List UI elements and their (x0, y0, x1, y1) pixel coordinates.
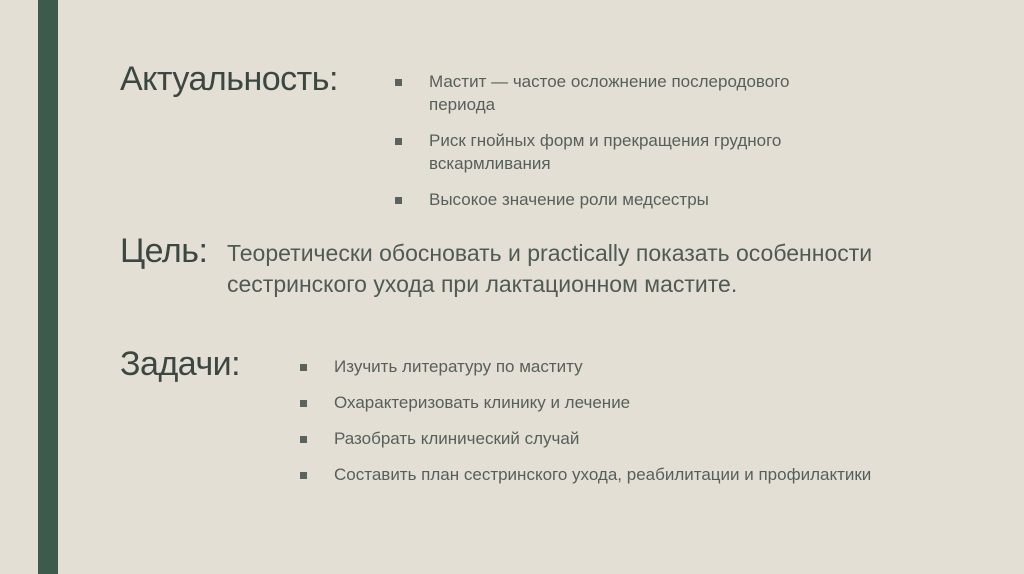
square-bullet-icon (395, 197, 402, 204)
task-item-text: Охарактеризовать клинику и лечение (334, 393, 631, 412)
relevance-item-text: Высокое значение роли медсестры (429, 190, 709, 209)
square-bullet-icon (395, 138, 402, 145)
tasks-list (300, 355, 980, 486)
goal-text: Теоретически обосновать и practically показать особенности сестринского ухода при лактационном мастите. (227, 240, 873, 297)
list-item (300, 463, 980, 486)
square-bullet-icon (300, 436, 307, 443)
square-bullet-icon (300, 472, 307, 479)
task-item-text: Изучить литературу по маститу (334, 357, 583, 376)
relevance-item-text: Риск гнойных форм и прекращения грудного вскармливания (429, 131, 782, 173)
left-accent-bar (38, 0, 58, 574)
relevance-heading: Актуальность: (120, 60, 338, 98)
list-item (300, 391, 980, 414)
list-item (300, 355, 980, 378)
list-item (395, 129, 855, 175)
relevance-item-text: Мастит — частое осложнение послеродового периода (429, 72, 790, 114)
list-item (395, 70, 855, 116)
square-bullet-icon (300, 364, 307, 371)
tasks-heading: Задачи: (120, 345, 241, 383)
task-item-text: Разобрать клинический случай (334, 429, 580, 448)
square-bullet-icon (395, 79, 402, 86)
list-item (300, 427, 980, 450)
goal-heading: Цель: (120, 232, 208, 270)
square-bullet-icon (300, 400, 307, 407)
list-item (395, 188, 855, 211)
relevance-list (395, 70, 855, 211)
task-item-text: Составить план сестринского ухода, реабилитации и профилактики (334, 465, 872, 484)
